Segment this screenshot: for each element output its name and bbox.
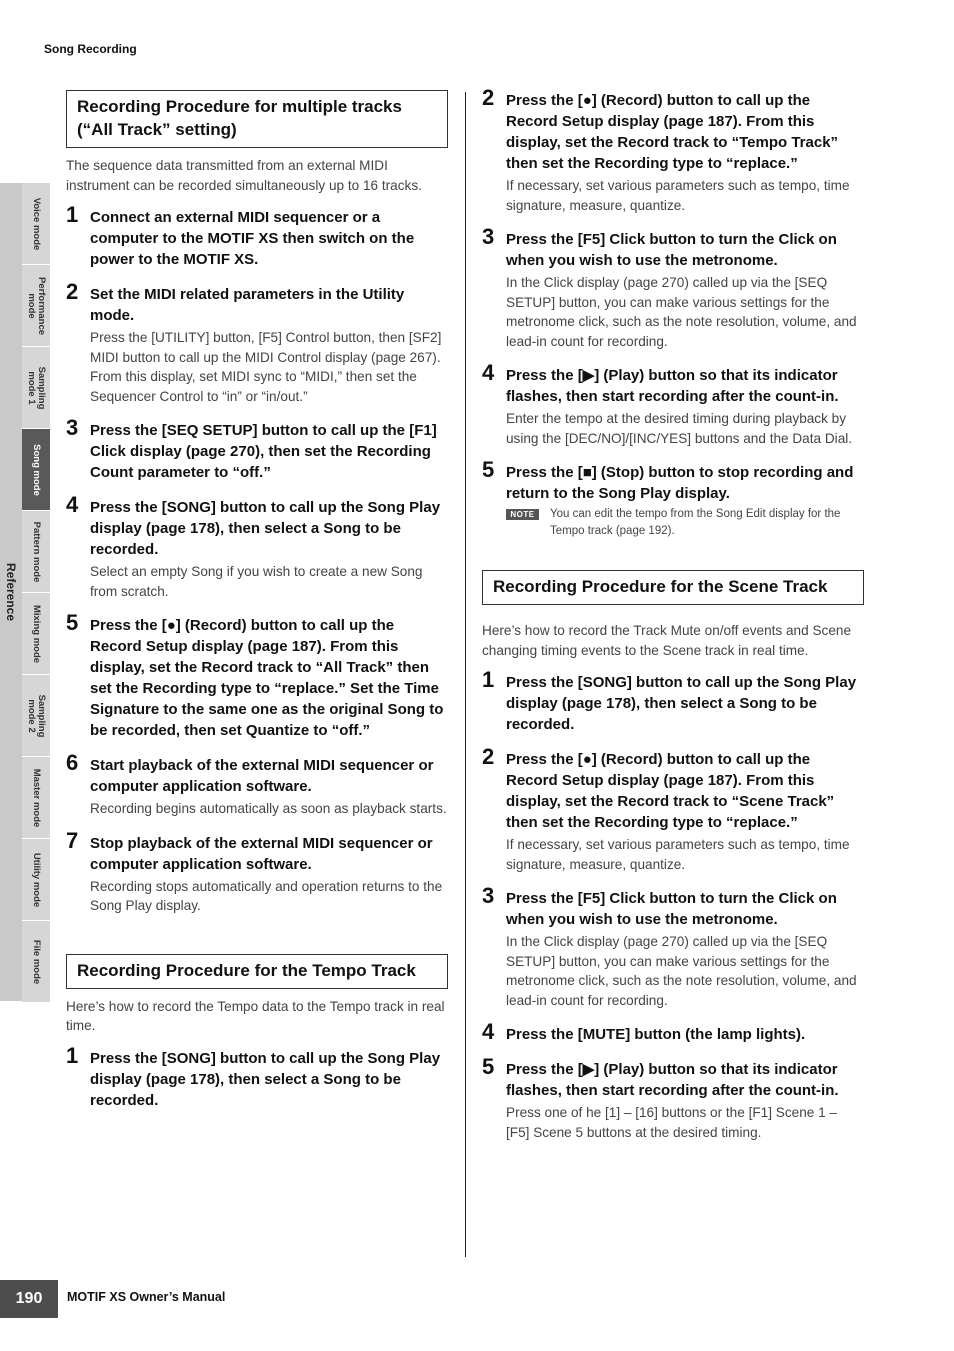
- mode-tab-label: Performance mode: [26, 276, 47, 335]
- step: [66, 202, 448, 270]
- mode-tab-label: Voice mode: [31, 197, 42, 250]
- step-title: Start playback of the external MIDI sequencer or computer application software.: [90, 757, 434, 795]
- step-number: 2: [66, 279, 79, 304]
- note: [482, 506, 864, 540]
- section-title-scene-track: Recording Procedure for the Scene Track: [482, 570, 864, 605]
- mode-tab-label: Master mode: [31, 768, 42, 827]
- step-number: 4: [66, 492, 79, 517]
- page-number: 190: [0, 1280, 58, 1318]
- section-intro: The sequence data transmitted from an external MIDI instrument can be recorded simultaneously up to 16 tracks.: [66, 158, 422, 193]
- section-intro: Here’s how to record the Track Mute on/off events and Scene changing timing events to the Scene track in real time.: [482, 623, 852, 658]
- step-title: Press the [●] (Record) button to call up the Record Setup display (page 187). From this display, set the Record track to “All Track” then set the Recording type to “replace.” Set the Time Signature to the same one as the original Song to be recorded, then set Quantize to “off.”: [90, 617, 444, 739]
- step-title: Press the [F5] Click button to turn the Click on when you wish to use the metronome.: [506, 231, 837, 269]
- step-number: 5: [482, 457, 495, 482]
- mode-tab: [22, 593, 50, 675]
- step-title: Set the MIDI related parameters in the Utility mode.: [90, 286, 405, 324]
- step-number: 4: [482, 360, 495, 385]
- step-title: Press the [●] (Record) button to call up the Record Setup display (page 187). From this display, set the Record track to “Scene Track” then set the Recording type to “replace.”: [506, 751, 835, 831]
- column-divider: [465, 92, 466, 1257]
- left-column: [66, 90, 448, 1125]
- mode-tab: [22, 183, 50, 265]
- step: [482, 1054, 864, 1142]
- mode-tab-label: Sampling mode 2: [26, 694, 47, 737]
- step-title: Press the [▶] (Play) button so that its indicator flashes, then start recording after the count-in.: [506, 367, 839, 405]
- step-body: Press the [UTILITY] button, [F5] Control button, then [SF2] MIDI button to call up the MIDI Control display (page 267). From this display, set MIDI sync to “MIDI,” then set the Sequencer Control to “in” or “in/out.”: [90, 330, 442, 404]
- step-list: [482, 667, 864, 1142]
- mode-tab-label: Song mode: [31, 443, 42, 496]
- mode-tab-label: Pattern mode: [31, 521, 42, 582]
- step: [482, 457, 864, 504]
- step: [66, 415, 448, 483]
- right-column: [482, 85, 864, 1156]
- mode-tab-label: Mixing mode: [31, 604, 42, 663]
- step: [66, 1042, 448, 1111]
- mode-tab: [22, 265, 50, 347]
- step-number: 3: [482, 224, 495, 249]
- mode-tab: [22, 675, 50, 757]
- step-title: Press the [SONG] button to call up the Song Play display (page 178), then select a Song to be recorded.: [90, 499, 441, 558]
- mode-tab: [22, 757, 50, 839]
- manual-title: MOTIF XS Owner’s Manual: [67, 1290, 226, 1304]
- step-body: Press one of he [1] – [16] buttons or the [F1] Scene 1 – [F5] Scene 5 buttons at the desired timing.: [506, 1105, 837, 1140]
- mode-tab: [22, 839, 50, 921]
- step: [66, 827, 448, 916]
- step-title: Press the [F5] Click button to turn the Click on when you wish to use the metronome.: [506, 890, 837, 928]
- step-number: 2: [482, 85, 495, 110]
- section-intro: Here’s how to record the Tempo data to the Tempo track in real time.: [66, 998, 445, 1033]
- section-title-tempo-track: Recording Procedure for the Tempo Track: [66, 954, 448, 989]
- step-number: 5: [66, 610, 79, 635]
- step-title: Stop playback of the external MIDI sequencer or computer application software.: [90, 834, 433, 873]
- step: [66, 750, 448, 819]
- step-body: Select an empty Song if you wish to create a new Song from scratch.: [90, 564, 423, 599]
- step-body: In the Click display (page 270) called up via the [SEQ SETUP] button, you can make various settings for the metronome click, such as the note resolution, volume, and lead-in count for recording.: [506, 934, 857, 1008]
- step-title: Connect an external MIDI sequencer or a computer to the MOTIF XS then switch on the power to the MOTIF XS.: [90, 209, 415, 268]
- step-body: Recording stops automatically and operation returns to the Song Play display.: [90, 878, 443, 913]
- mode-tab-label: Utility mode: [31, 852, 42, 907]
- mode-tab: [22, 511, 50, 593]
- step-title: Press the [●] (Record) button to call up the Record Setup display (page 187). From this display, set the Record track to “Tempo Track” then set the Recording type to “replace.”: [506, 92, 839, 172]
- step-title: Press the [MUTE] button (the lamp lights).: [506, 1026, 806, 1043]
- step-number: 4: [482, 1019, 495, 1044]
- step-list: [66, 1042, 448, 1111]
- step-number: 2: [482, 744, 495, 769]
- step-number: 1: [66, 1042, 79, 1068]
- reference-strip: [0, 183, 22, 1001]
- step: [482, 744, 864, 874]
- step-number: 6: [66, 750, 79, 775]
- mode-tab: [22, 921, 50, 1003]
- note-text: You can edit the tempo from the Song Edit display for the Tempo track (page 192).: [550, 508, 841, 537]
- mode-sidebar: [0, 183, 50, 1001]
- step-list: [66, 202, 448, 916]
- step-number: 1: [482, 667, 495, 692]
- step-title: Press the [SONG] button to call up the Song Play display (page 178), then select a Song to be recorded.: [90, 1049, 441, 1109]
- step-body: If necessary, set various parameters such as tempo, time signature, measure, quantize.: [506, 178, 850, 213]
- mode-tab: [22, 347, 50, 429]
- step: [66, 279, 448, 406]
- mode-tab-label: Sampling mode 1: [26, 366, 47, 409]
- reference-label: Reference: [4, 562, 18, 622]
- step-number: 3: [482, 883, 495, 908]
- step-title: Press the [■] (Stop) button to stop recording and return to the Song Play display.: [506, 464, 854, 502]
- step-number: 3: [66, 415, 79, 440]
- step-title: Press the [SEQ SETUP] button to call up the [F1] Click display (page 270), then set the Recording Count parameter to “off.”: [90, 422, 437, 481]
- mode-tab: [22, 429, 50, 511]
- step-title: Press the [▶] (Play) button so that its indicator flashes, then start recording after the count-in.: [506, 1061, 839, 1099]
- step: [482, 360, 864, 448]
- step-body: If necessary, set various parameters such as tempo, time signature, measure, quantize.: [506, 837, 850, 872]
- step: [482, 1019, 864, 1045]
- section-title-all-track: Recording Procedure for multiple tracks (“All Track” setting): [66, 90, 448, 148]
- step: [482, 85, 864, 215]
- step: [66, 492, 448, 601]
- step: [482, 224, 864, 351]
- mode-tab-label: File mode: [31, 939, 42, 984]
- step-list: [482, 85, 864, 504]
- step: [482, 883, 864, 1010]
- step-body: In the Click display (page 270) called up via the [SEQ SETUP] button, you can make various settings for the metronome click, such as the note resolution, volume, and lead-in count for recording.: [506, 275, 857, 349]
- running-head: Song Recording: [44, 42, 137, 56]
- step-body: Recording begins automatically as soon as playback starts.: [90, 801, 447, 816]
- step: [66, 610, 448, 741]
- step-body: Enter the tempo at the desired timing during playback by using the [DEC/NO]/[INC/YES] buttons and the Data Dial.: [506, 411, 853, 446]
- step: [482, 667, 864, 735]
- note-icon: NOTE: [506, 509, 539, 520]
- step-title: Press the [SONG] button to call up the Song Play display (page 178), then select a Song to be recorded.: [506, 674, 857, 733]
- step-number: 7: [66, 827, 79, 853]
- step-number: 5: [482, 1054, 495, 1079]
- step-number: 1: [66, 202, 79, 227]
